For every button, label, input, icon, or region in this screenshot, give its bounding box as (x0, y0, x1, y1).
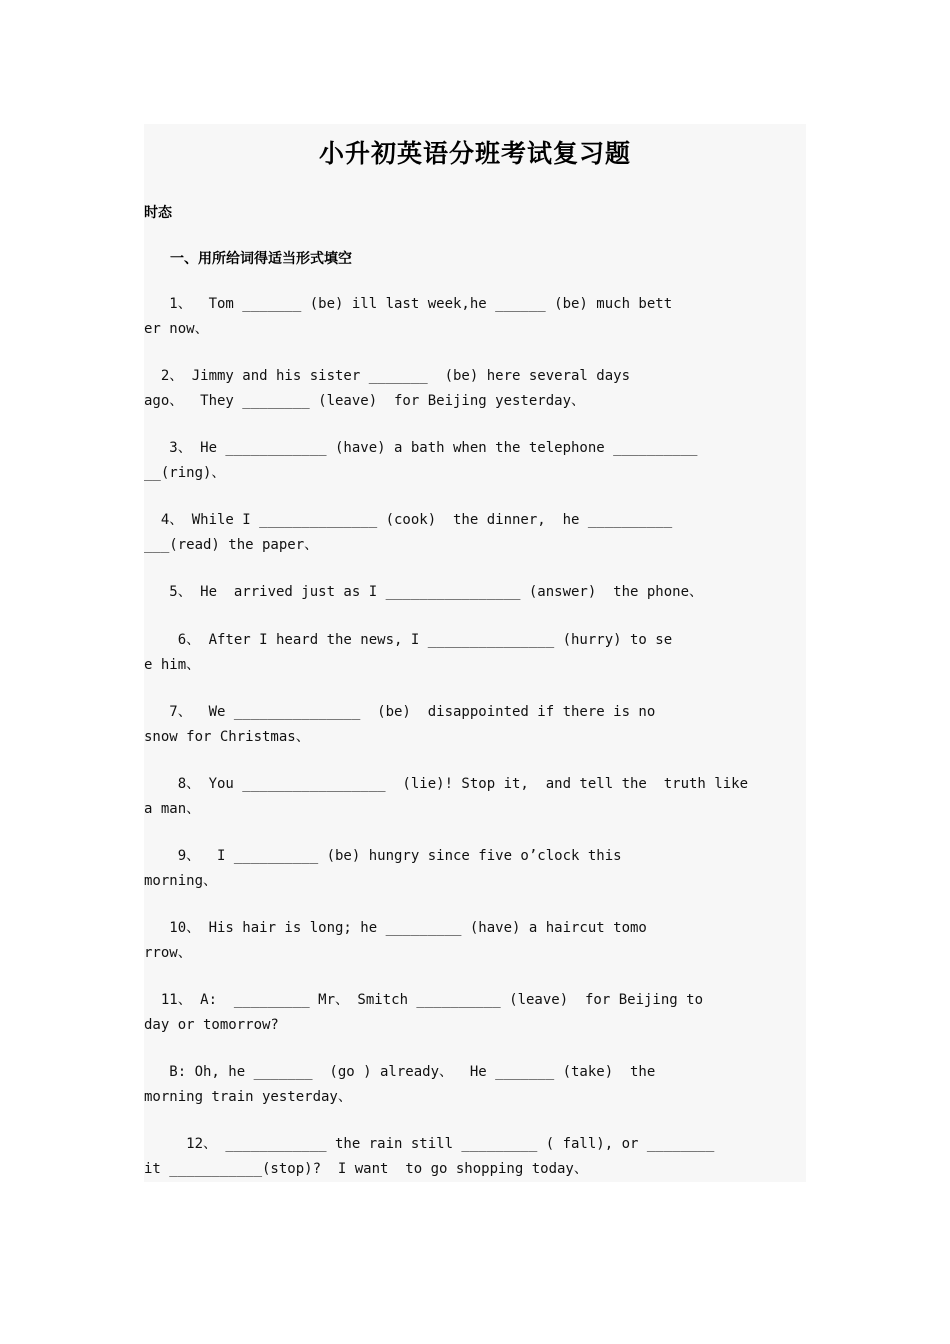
document-page (144, 124, 806, 1182)
question-11-b: B: Oh, he _______ (go ) already、 He _______ (take) the morning train yesterday、 (144, 1064, 656, 1105)
instruction-heading: 一、用所给词得适当形式填空 (170, 251, 352, 267)
question-4: 4、 While I ______________ (cook) the dinner, he __________ ___(read) the paper、 (144, 512, 673, 553)
question-1: 1、 Tom _______ (be) ill last week,he ______ (be) much bett er now、 (144, 296, 673, 337)
question-7: 7、 We _______________ (be) disappointed if there is no snow for Christmas、 (144, 704, 656, 745)
page-title: 小升初英语分班考试复习题 (318, 139, 631, 168)
question-3: 3、 He ____________ (have) a bath when the telephone __________ __(ring)、 (144, 440, 698, 481)
question-10: 10、 His hair is long; he _________ (have) a haircut tomo rrow、 (144, 920, 647, 961)
question-6: 6、 After I heard the news, I _______________ (hurry) to se e him、 (144, 632, 673, 673)
question-12: 12、 ____________ the rain still _________ ( fall), or ________ it ___________(stop)? I want to go shopping today、 (144, 1136, 715, 1177)
question-11: 11、 A: _________ Mr、 Smitch __________ (leave) for Beijing to day or tomorrow? (144, 992, 704, 1033)
question-9: 9、 I __________ (be) hungry since five o’clock this morning、 (144, 848, 622, 889)
question-8: 8、 You _________________ (lie)! Stop it, and tell the truth like a man、 (144, 776, 749, 817)
section-heading: 时态 (144, 205, 172, 221)
question-5: 5、 He arrived just as I ________________ (answer) the phone、 (144, 584, 704, 600)
question-2: 2、 Jimmy and his sister _______ (be) here several days ago、 They ________ (leave) for Beijing yesterday、 (144, 368, 631, 409)
